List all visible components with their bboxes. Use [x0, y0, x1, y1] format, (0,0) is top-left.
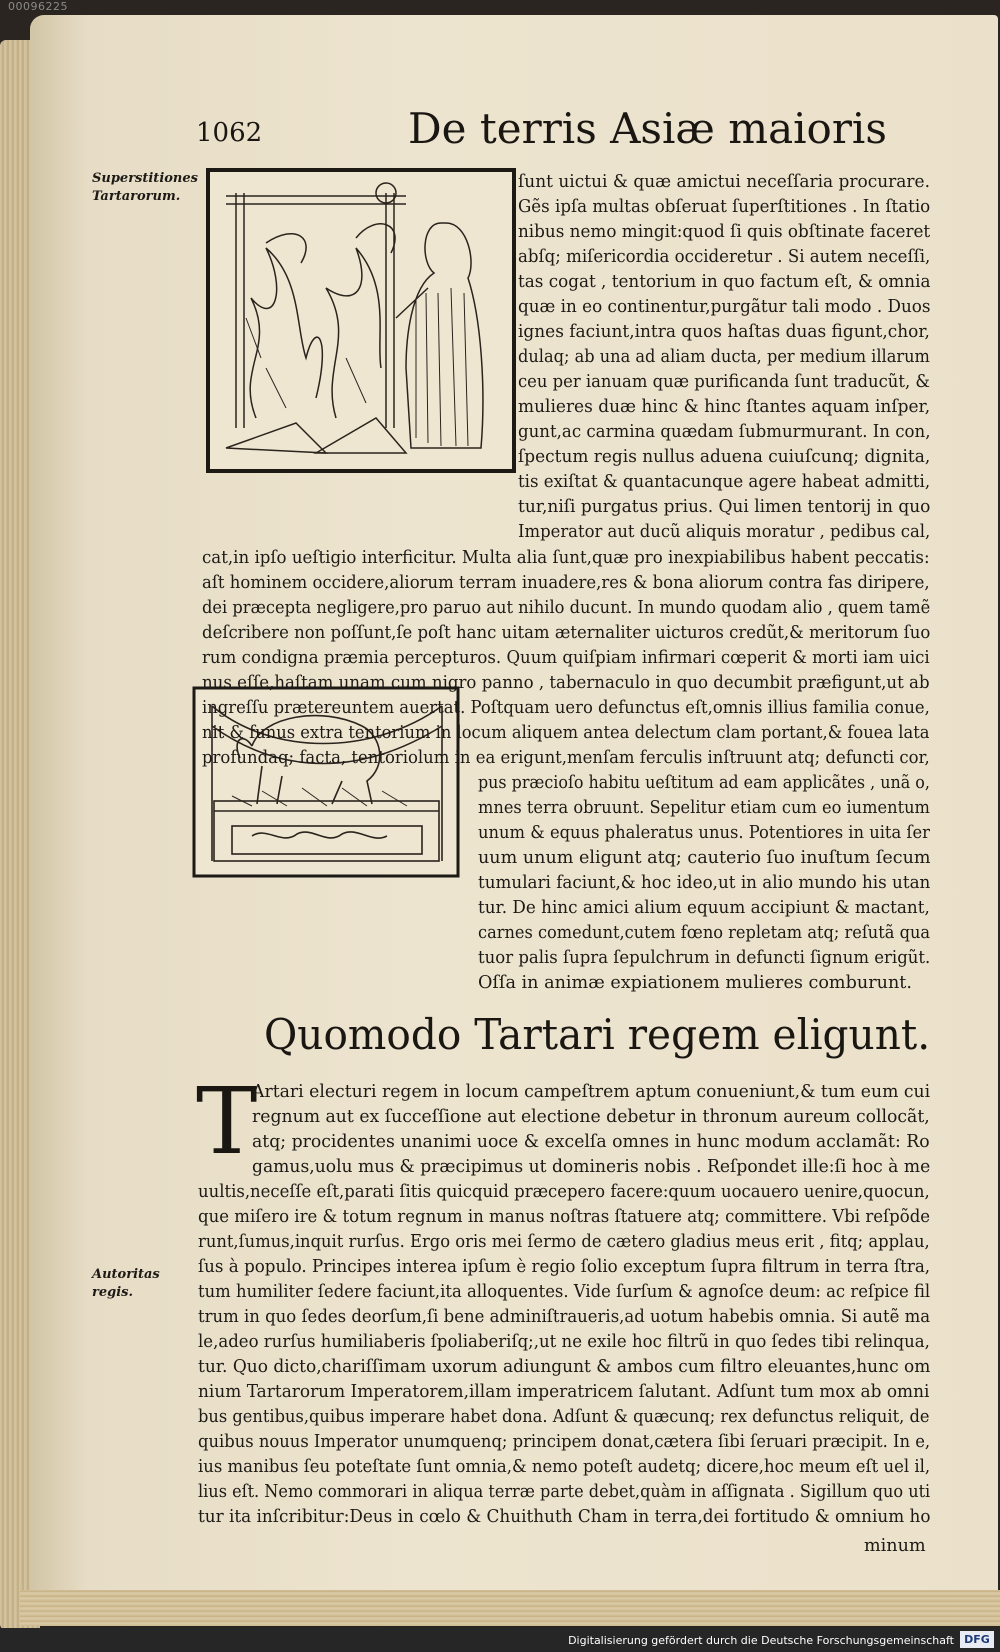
text-line: Gẽs ipſa multas obſeruat ſuperſtitiones . In ſtatio	[518, 197, 931, 217]
text-line: tur. De hinc amici alium equum accipiunt & mactant,	[478, 898, 930, 918]
text-line: trum in quo ſedes deorſum,ſi bene adminiſtraueris,ad uotum habebis omnia. Si autẽ ma	[198, 1307, 931, 1327]
text-line: tum humiliter ſedere faciunt,ita alloquentes. Vide ſurſum & agnoſce deum: ac reſpice fil	[198, 1282, 931, 1302]
text-line: ceu per ianuam quæ purificanda ſunt traducũt, &	[518, 372, 930, 392]
dfg-credit: Digitalisierung gefördert durch die Deutsche Forschungsgemeinschaft	[568, 1634, 954, 1647]
text-line: profundaq; facta, tentoriolum in ea erigunt,menſam ferculis inſtruunt atq; defuncti cor,	[202, 748, 930, 768]
text-line: rum condigna præmia percepturos. Quum quiſpiam infirmari cœperit & morti iam uici	[202, 648, 930, 668]
text-line: ſpectum regis nullus aduena cuiuſcunq; dignita,	[518, 447, 931, 467]
text-line: tumulari faciunt,& hoc ideo,ut in alio mundo his utan	[478, 873, 931, 893]
scan-id: 00096225	[8, 0, 68, 13]
text-line: que miſero ire & totum regnum in manus noſtras ſtatuere atq; committere. Vbi reſpõde	[198, 1207, 931, 1227]
text-line: ius manibus ſeu poteſtate ſunt omnia,& nemo poteſt audetq; dicere,hoc meum eſt uel il,	[198, 1457, 931, 1477]
section-heading: Quomodo Tartari regem eligunt.	[264, 1010, 931, 1059]
text-line: nibus nemo mingit:quod ſi quis obſtinate faceret	[518, 222, 931, 242]
drop-cap: T	[196, 1068, 258, 1175]
text-line: carnes comedunt,cutem fœno repletam atq; reſutã qua	[478, 923, 931, 943]
catchword: minum	[864, 1536, 926, 1556]
text-line: tis exiſtat & quantacunque agere habeat admitti,	[518, 472, 931, 492]
text-line: tur. Quo dicto,chariſſimam uxorum adiungunt & ambos cum filtro eleuantes,hunc om	[198, 1357, 931, 1377]
text-line: ignes faciunt,intra quos haſtas duas figunt,chor,	[518, 322, 930, 342]
text-line: gunt,ac carmina quædam ſubmurmurant. In con,	[518, 422, 931, 442]
text-line: dei præcepta negligere,pro paruo aut nihilo ducunt. In mundo quodam alio , quem tamẽ	[202, 598, 931, 618]
text-line: bus gentibus,quibus imperare habet dona. Adſunt & quæcunq; rex defunctus reliquit, de	[198, 1407, 930, 1427]
text-line: nit & funus extra tentorium in locum aliquem antea delectum clam portant,& fouea lata	[202, 723, 930, 743]
text-line: runt,ſumus,inquit rurſus. Ergo oris mei ſermo de cætero gladius meus erit , fitq; applau,	[198, 1232, 930, 1252]
text-line: atq; procidentes unanimi uoce & excelſa omnes in hunc modum acclamãt: Ro	[252, 1132, 930, 1152]
text-line: uultis,neceſſe eſt,parati ſitis quicquid præcepero facere:quum uocauero uenire,quocun,	[198, 1182, 930, 1202]
text-line: quæ in eo continentur,purgãtur tali modo . Duos	[518, 297, 931, 317]
text-line: le,adeo rurſus humiliaberis ſpoliaberiſq;,ut ne exile hoc filtrũ in quo ſedes tibi relinqua,	[198, 1332, 930, 1352]
text-line: Imperator aut ducũ aliquis moratur , pedibus cal,	[518, 522, 931, 542]
text-line: tur ita inſcribitur:Deus in cœlo & Chuithuth Cham in terra,dei fortitudo & omnium ho	[198, 1507, 931, 1527]
text-line: tuor palis ſupra ſepulchrum in defuncti ſignum erigũt.	[478, 948, 931, 968]
text-line: dulaq; ab una ad aliam ducta, per medium illarum	[518, 347, 930, 367]
page-number: 1062	[196, 118, 263, 148]
text-line: gamus,uolu mus & præcipimus ut domineris nobis . Reſpondet ille:ſi hoc à me	[252, 1157, 931, 1177]
text-line: regnum aut ex ſucceſſione aut electione debetur in thronum aureum collocãt,	[252, 1107, 930, 1127]
margin-note-line: regis.	[92, 1285, 133, 1300]
margin-note-superstitiones	[92, 170, 198, 206]
text-line: nus eſſe,haſtam unam cum nigro panno , tabernaculo in quo decumbit præfigunt,ut ab	[202, 673, 930, 693]
text-line: Oſſa in animæ expiationem mulieres comburunt.	[478, 973, 912, 993]
margin-note-line: Superstitiones	[92, 171, 198, 186]
text-line: tur,niſi purgatus prius. Qui limen tentorij in quo	[518, 497, 931, 517]
margin-note-line: Autoritas	[92, 1267, 160, 1282]
text-line: tas cogat , tentorium in quo factum eſt, & omnia	[518, 272, 931, 292]
text-line: deſcribere non poſſunt,ſe poſt hanc uitam æternaliter uicturos credũt,& meritorum ſuo	[202, 623, 931, 643]
text-line: aſt hominem occidere,aliorum terram inuadere,res & bona aliorum contra fas diripere,	[202, 573, 930, 593]
text-line: ingreſſu prætereuntem auertat. Poſtquam uero defunctus eſt,omnis illius familia conue,	[202, 698, 930, 718]
text-line: Artari electuri regem in locum campeſtrem aptum conueniunt,& tum eum cui	[252, 1082, 931, 1102]
text-line: cat,in ipſo ueſtigio interficitur. Multa alia ſunt,quæ pro inexpiabilibus habent peccatis:	[202, 548, 930, 568]
margin-note-line: Tartarorum.	[92, 189, 181, 204]
running-head: De terris Asiæ maioris	[408, 104, 887, 153]
text-line: ſunt uictui & quæ amictui neceſſaria procurare.	[518, 172, 930, 192]
text-line: mnes terra obruunt. Sepelitur etiam cum eo iumentum	[478, 798, 930, 818]
text-line: unum & equus phaleratus unus. Potentiores in uita ſer	[478, 823, 930, 843]
text-line: ſus à populo. Principes interea ipſum è regio ſolio exceptum ſupra filtrum in terra ſtra,	[198, 1257, 931, 1277]
text-line: abſq; miſericordia occideretur . Si autem neceſſi,	[518, 247, 931, 267]
text-line: pus præcioſo habitu ueſtitum ad eam applicãtes , unã o,	[478, 773, 930, 793]
text-line: mulieres duæ hinc & hinc ſtantes aquam inſper,	[518, 397, 931, 417]
text-line: lius eſt. Nemo commorari in aliqua terræ parte debet,quàm in aſſignata . Sigillum quo uti	[198, 1482, 931, 1502]
dfg-logo-icon: DFG	[960, 1631, 994, 1648]
text-line: nium Tartarorum Imperatorem,illam imperatricem ſalutant. Adſunt tum mox ab omni	[198, 1382, 930, 1402]
text-line: uum unum eligunt atq; cauterio ſuo inuſtum ſecum	[478, 848, 931, 868]
page-edges-bottom	[20, 1590, 1000, 1626]
woodcut-fires-figure-icon	[206, 168, 516, 473]
margin-note-autoritas	[92, 1266, 160, 1302]
text-line: quibus nouus Imperator unumquenq; principem donat,cætera ſibi ſeruari præcipit. In e,	[198, 1432, 931, 1452]
